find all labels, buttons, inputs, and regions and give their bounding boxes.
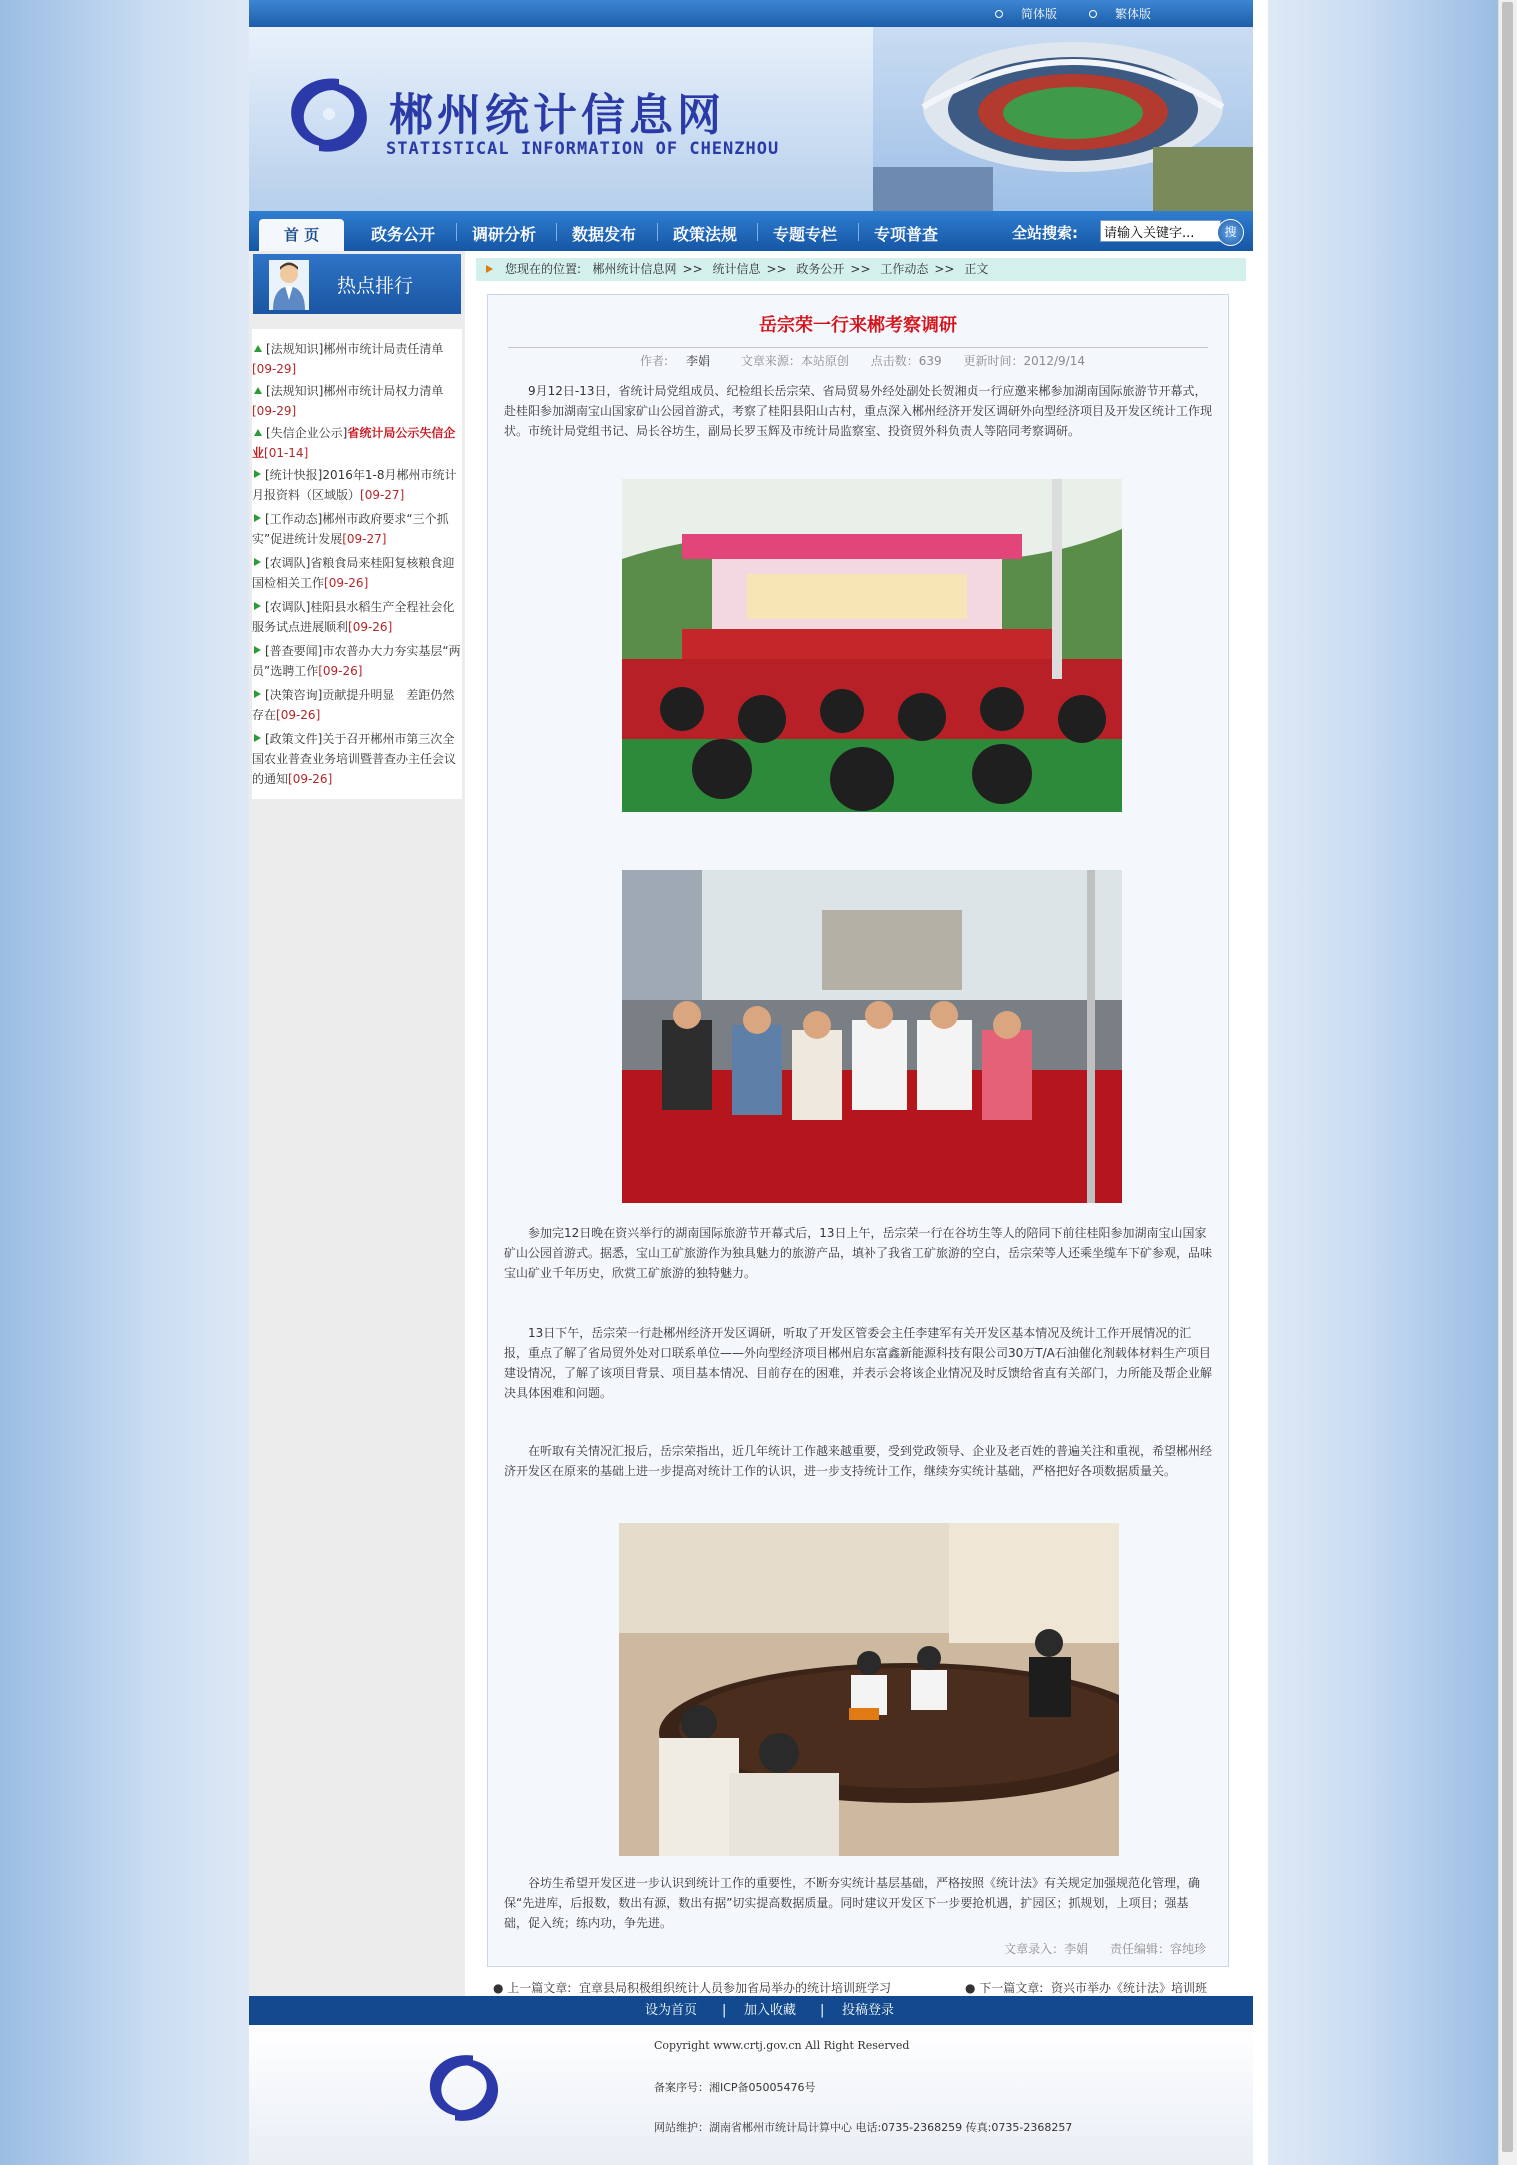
list-item-title[interactable]: [工作动态]郴州市政府要求“三个抓实”促进统计发展	[252, 512, 449, 546]
article-paragraph: 在听取有关情况汇报后，岳宗荣指出，近几年统计工作越来越重要，受到党政领导、企业及老百姓的普遍关注和重视，希望郴州经济开发区在原来的基础上进一步提高对统计工作的认识，进一步支持统计工作，继续夯实统计基础，严格把好各项数据质量关。	[504, 1444, 1213, 1478]
entry-by: 文章录入：李娟	[1004, 1942, 1089, 1956]
arrow-right-icon	[254, 558, 261, 566]
article-title: 岳宗荣一行来郴考察调研	[759, 315, 957, 336]
prev-title[interactable]: 宜章县局积极组织统计人员参加省局举办的统计培训班学习	[578, 1981, 891, 1995]
divider-pipe: |	[722, 2003, 727, 2018]
arrow-up-icon	[254, 429, 262, 436]
nav-divider	[858, 223, 859, 241]
page-container	[249, 0, 1253, 2165]
nav-item-special-topics[interactable]: 专题专栏	[773, 225, 838, 244]
article-photo-ceremony	[622, 479, 1122, 812]
breadcrumb-separator: >>	[766, 262, 787, 276]
article-paragraph: 谷坊生希望开发区进一步认识到统计工作的重要性，不断夯实统计基层基础，严格按照《统计法》有关规定加强规范化管理，确保“先进库，后报数，数出有源，数出有据”切实提高数据质量。同时建议开发区下一步要抢机遇，扩园区；抓规划，上项目；强基础，促入统；练内功，争先进。	[504, 1876, 1201, 1930]
article-updated: 更新时间：2012/9/14	[963, 354, 1085, 368]
search-button[interactable]: 搜	[1217, 219, 1244, 246]
person-icon	[269, 260, 309, 310]
simplified-label[interactable]: 简体版	[1021, 7, 1058, 21]
next-title[interactable]: 资兴市举办《统计法》培训班	[1050, 1981, 1207, 1995]
divider-pipe: |	[820, 2003, 825, 2018]
nav-divider	[757, 223, 758, 241]
copyright: Copyright www.crtj.gov.cn All Right Reserved	[654, 2039, 910, 2052]
bullet-icon	[1089, 10, 1097, 18]
list-item-title[interactable]: [法规知识]郴州市统计局权力清单	[266, 384, 444, 398]
search-label: 全站搜索:	[1012, 224, 1078, 242]
nav-item-research[interactable]: 调研分析	[472, 225, 537, 244]
page-background-left	[0, 0, 249, 2165]
footer-logo-icon	[419, 2045, 509, 2129]
list-item[interactable]	[252, 553, 462, 593]
banner	[249, 27, 1253, 211]
bullet-icon	[995, 10, 1003, 18]
nav-home[interactable]: 首 页	[259, 219, 344, 251]
list-item[interactable]	[252, 685, 462, 725]
list-item-date: [09-26]	[348, 620, 393, 634]
nav-divider	[657, 223, 658, 241]
simplified-link[interactable]	[995, 5, 1057, 22]
arrow-right-icon	[254, 470, 261, 478]
list-item-title[interactable]: [失信企业公示]	[266, 426, 348, 440]
article	[487, 294, 1229, 1967]
scrollbar[interactable]	[1498, 0, 1517, 2165]
nav-item-census[interactable]: 专项普查	[874, 225, 939, 244]
arrow-right-icon	[254, 602, 261, 610]
list-item[interactable]	[252, 729, 462, 789]
add-favorite-link[interactable]: 加入收藏	[744, 2003, 797, 2018]
article-paragraph: 参加完12日晚在资兴举行的湖南国际旅游节开幕式后，13日上午，岳宗荣一行在谷坊生等人的陪同下前往桂阳参加湖南宝山国家矿山公园首游式。据悉，宝山工矿旅游作为独具魅力的旅游产品，填补了我省工矿旅游的空白，岳宗荣等人还乘坐缆车下矿参观，品味宝山矿业千年历史，欣赏工矿旅游的独特魅力。	[504, 1226, 1213, 1280]
list-item-date: [09-26]	[288, 772, 333, 786]
list-item-date: [09-27]	[360, 488, 405, 502]
scrollbar-thumb[interactable]	[1502, 2, 1513, 2152]
breadcrumb-separator: >>	[934, 262, 955, 276]
breadcrumb-prefix: 您现在的位置:	[505, 262, 582, 276]
list-item-date: [09-29]	[252, 404, 297, 418]
list-item-title[interactable]: [普查要闻]市农普办大力夯实基层“两员”选聘工作	[252, 644, 461, 678]
list-item-title[interactable]: [政策文件]关于召开郴州市第三次全国农业普查业务培训暨普查办主任会议的通知	[252, 732, 457, 786]
article-paragraph: 9月12日-13日，省统计局党组成员、纪检组长岳宗荣、省局贸易外经处副处长贺湘贞一行应邀来郴参加湖南国际旅游节开幕式，赴桂阳参加湖南宝山国家矿山公园首游式，考察了桂阳县阳山古村，重点深入郴州经济开发区调研外向型经济项目及开发区统计工作现状。市统计局党组书记、局长谷坊生，副局长罗玉辉及市统计局监察室、投资贸外科负责人等陪同考察调研。	[504, 384, 1213, 438]
set-homepage-link[interactable]: 设为首页	[645, 2003, 698, 2018]
article-footer-meta	[986, 1940, 1206, 1957]
hot-ranking-title: 热点排行	[337, 275, 414, 297]
list-item-title[interactable]: [法规知识]郴州市统计局责任清单	[266, 342, 444, 356]
author	[631, 354, 719, 368]
list-item[interactable]	[252, 381, 462, 421]
sidebar	[249, 251, 465, 1996]
list-item-date: [01-14]	[264, 446, 309, 460]
list-item[interactable]	[252, 423, 462, 463]
breadcrumb	[476, 258, 1246, 281]
traditional-label[interactable]: 繁体版	[1115, 7, 1152, 21]
site-logo-icon	[279, 69, 379, 159]
list-item-title[interactable]: [统计快报]2016年1-8月郴州市统计月报资料（区域版）	[252, 468, 457, 502]
traditional-link[interactable]	[1089, 5, 1151, 22]
breadcrumb-public-affairs[interactable]: 政务公开	[796, 262, 845, 276]
next-article[interactable]: ● 下一篇文章: 资兴市举办《统计法》培训班	[965, 1981, 1207, 1995]
article-photo-audience	[622, 870, 1122, 1203]
list-item-date: [09-27]	[342, 532, 387, 546]
author-name: 李娟	[686, 354, 711, 368]
top-bar	[249, 0, 1253, 27]
nav-divider	[556, 223, 557, 241]
hot-ranking-list	[252, 329, 462, 799]
arrow-right-icon	[254, 690, 261, 698]
list-item-date: [09-29]	[252, 362, 297, 376]
prev-article[interactable]: ● 上一篇文章: 宜章县局积极组织统计人员参加省局举办的统计培训班学习	[493, 1981, 891, 1995]
article-hits: 点击数：639	[870, 354, 942, 368]
editor: 责任编辑：容纯珍	[1109, 1942, 1206, 1956]
article-meta	[488, 352, 1228, 369]
list-item-date: [09-26]	[318, 664, 363, 678]
breadcrumb-stats-info[interactable]: 统计信息	[712, 262, 761, 276]
list-item-title[interactable]: [农调队]省粮食局来桂阳复核粮食迎国检相关工作	[252, 556, 455, 590]
arrow-right-icon	[254, 646, 261, 654]
nav-divider	[456, 223, 457, 241]
next-label: 下一篇文章:	[979, 1981, 1044, 1995]
site-subtitle: STATISTICAL INFORMATION OF CHENZHOU	[386, 139, 780, 159]
page-background-right	[1268, 0, 1499, 2165]
arrow-right-icon	[254, 734, 261, 742]
site-title: 郴州统计信息网	[389, 90, 725, 141]
maintainer-info: 网站维护：湖南省郴州市统计局计算中心 电话:0735-2368259 传真:0735-2368257	[654, 2121, 1073, 2134]
list-item[interactable]	[252, 509, 462, 549]
breadcrumb-work-news[interactable]: 工作动态	[880, 262, 929, 276]
nav-item-data-release[interactable]: 数据发布	[572, 225, 637, 244]
article-source: 文章来源：本站原创	[740, 354, 849, 368]
list-item-title[interactable]: [农调队]桂阳县水稻生产全程社会化服务试点进展顺利	[252, 600, 455, 634]
list-item-title[interactable]: [决策咨询]贡献提升明显 差距仍然存在	[252, 688, 455, 722]
article-paragraph: 13日下午，岳宗荣一行赴郴州经济开发区调研，听取了开发区管委会主任李建军有关开发区基本情况及统计工作开展情况的汇报，重点了解了省局贸外处对口联系单位——外向型经济项目郴州启东富鑫新能源科技有限公司30万T/A石油催化剂载体材料生产项目建设情况，了解了该项目背景、项目基本情况、目前存在的困难，并表示会将该企业情况及时反馈给省直有关部门，力所能及帮企业解决具体困难和问题。	[504, 1326, 1213, 1400]
breadcrumb-separator: >>	[682, 262, 703, 276]
search-input[interactable]	[1100, 220, 1221, 242]
divider	[508, 347, 1208, 348]
breadcrumb-separator: >>	[850, 262, 871, 276]
author-label: 作者:	[640, 354, 669, 368]
list-item[interactable]	[252, 465, 462, 505]
list-item[interactable]	[252, 339, 462, 379]
footer-links	[249, 1996, 1253, 2025]
submit-login-link[interactable]: 投稿登录	[842, 2003, 895, 2018]
prev-label: 上一篇文章:	[507, 1981, 572, 1995]
icp-number: 备案序号：湘ICP备05005476号	[654, 2081, 816, 2094]
footer	[249, 2025, 1253, 2165]
arrow-up-icon	[254, 387, 262, 394]
list-item[interactable]	[252, 597, 462, 637]
main-nav	[249, 211, 1253, 251]
list-item-highlight[interactable]: 省统计局公示失信企业	[252, 426, 456, 460]
article-photo-meeting	[619, 1523, 1119, 1856]
arrow-up-icon	[254, 345, 262, 352]
list-item[interactable]	[252, 641, 462, 681]
list-item-date: [09-26]	[324, 576, 369, 590]
stadium-image	[873, 27, 1253, 211]
nav-item-public-affairs[interactable]: 政务公开	[371, 225, 436, 244]
breadcrumb-current: 正文	[964, 262, 989, 276]
hot-ranking-header	[253, 254, 461, 314]
nav-item-policy[interactable]: 政策法规	[673, 225, 738, 244]
breadcrumb-home[interactable]: 郴州统计信息网	[592, 262, 677, 276]
list-item-date: [09-26]	[276, 708, 321, 722]
arrow-right-icon	[254, 514, 261, 522]
arrow-right-icon	[486, 265, 493, 273]
